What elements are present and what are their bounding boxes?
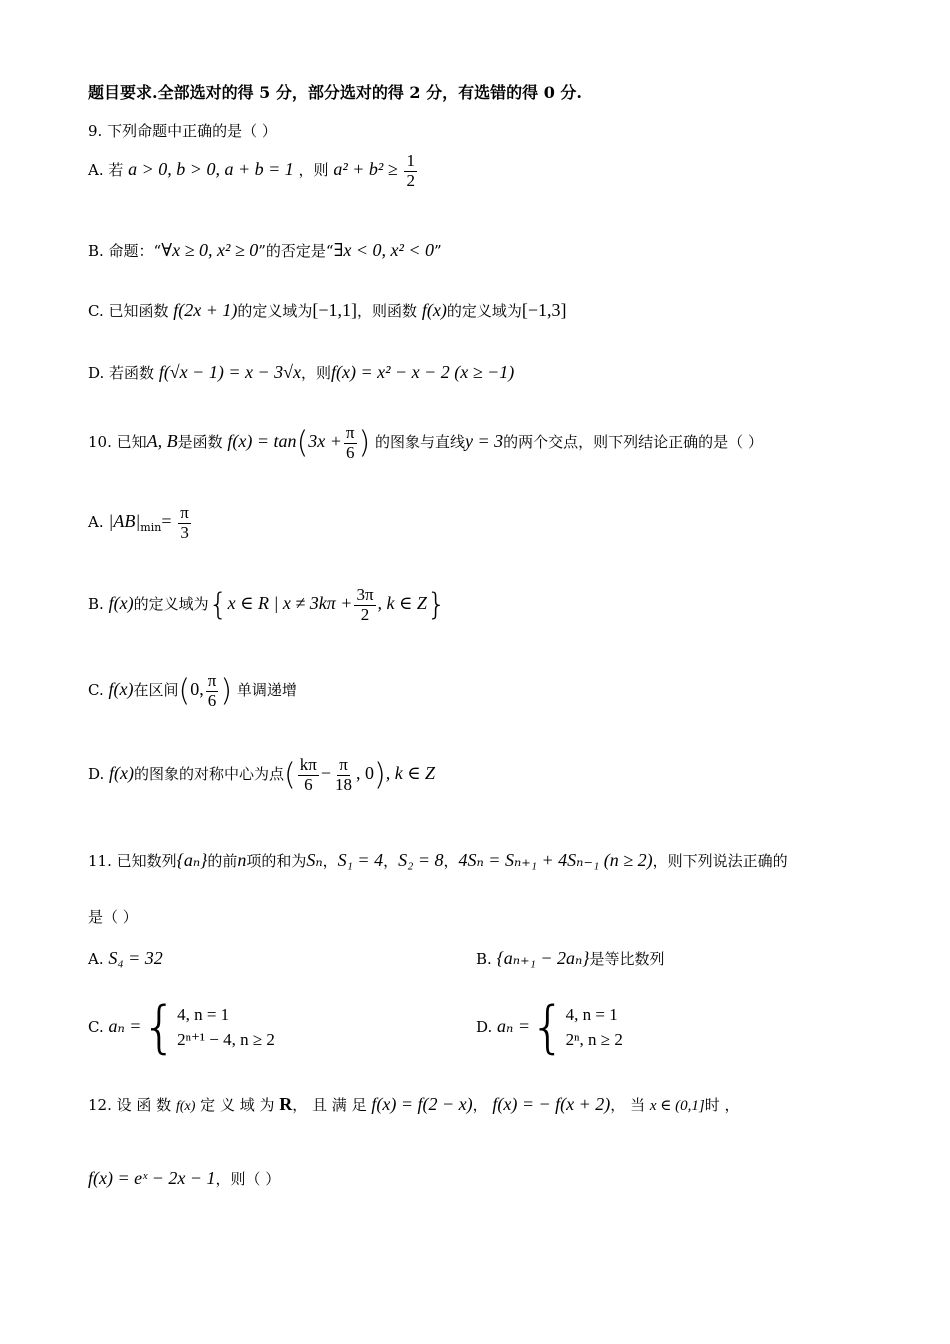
option-label: D. bbox=[88, 765, 105, 784]
math-expr: a² + b² ≥ bbox=[333, 159, 398, 180]
math-expr: aₙ = bbox=[497, 1016, 530, 1036]
text: 的图象的对称中心为点 bbox=[134, 765, 285, 784]
text: 的定义域为 bbox=[446, 302, 522, 320]
text: ， 且 满 足 bbox=[292, 1096, 367, 1114]
q11-option-a bbox=[88, 948, 163, 969]
text: 是等比数列 bbox=[589, 950, 665, 968]
section-header: 题目要求.全部选对的得 5 分，部分选对的得 2 分，有选错的得 0 分. bbox=[88, 83, 582, 102]
numerator: kπ bbox=[299, 755, 317, 774]
math-expr: f(x) bbox=[108, 593, 134, 614]
fraction bbox=[298, 756, 319, 794]
text: 11. 已知数列 bbox=[88, 852, 177, 870]
text: 的前 bbox=[207, 852, 238, 870]
paren-open: ( bbox=[284, 757, 296, 793]
math-expr: 4Sₙ = Sₙ₊₁ + 4Sₙ₋₁ (n ≥ 2) bbox=[458, 850, 653, 870]
text: 是函数 bbox=[177, 433, 223, 452]
paren-open: ( bbox=[296, 425, 309, 461]
math-expr: R bbox=[279, 1094, 293, 1114]
piecewise bbox=[566, 1003, 623, 1052]
text: 的图象与直线 bbox=[375, 433, 466, 452]
fraction bbox=[344, 424, 357, 462]
q12-stem-cont bbox=[88, 1168, 280, 1189]
numerator: π bbox=[345, 423, 355, 442]
option-label: D. 若函数 bbox=[88, 364, 155, 382]
denominator: 6 bbox=[207, 690, 217, 710]
q11-option-b bbox=[476, 948, 665, 969]
math-expr: x ∈ R | x ≠ 3kπ + bbox=[227, 593, 353, 614]
text: 时 ， bbox=[704, 1096, 740, 1114]
q10-option-d bbox=[88, 756, 435, 794]
text: ” bbox=[434, 242, 442, 260]
math-expr: = bbox=[161, 511, 172, 532]
brace-close: } bbox=[426, 587, 446, 623]
math-expr: S₄ = 32 bbox=[108, 948, 163, 968]
text: ，则 bbox=[300, 364, 331, 382]
subscript: min bbox=[140, 521, 162, 535]
math-expr: [−1,1] bbox=[312, 300, 358, 320]
math-expr: A, B bbox=[146, 431, 178, 452]
math-expr: {aₙ} bbox=[176, 850, 208, 870]
text: ，则下列说法正确的 bbox=[652, 852, 788, 870]
text: ， bbox=[443, 852, 459, 870]
numerator: 1 bbox=[406, 151, 415, 170]
math-expr: 3x + bbox=[308, 431, 342, 452]
q9-option-c bbox=[88, 300, 566, 321]
math-expr: f(x) bbox=[421, 300, 447, 320]
text: 10. 已知 bbox=[88, 433, 147, 452]
q9-option-d bbox=[88, 362, 514, 383]
q11-stem bbox=[88, 850, 788, 871]
fraction bbox=[404, 152, 417, 190]
math-expr: f(x) bbox=[175, 1099, 196, 1114]
numerator: π bbox=[339, 755, 348, 774]
math-expr: f(x) = eˣ − 2x − 1 bbox=[88, 1168, 216, 1188]
q11-option-c bbox=[88, 995, 275, 1060]
denominator: 3 bbox=[180, 522, 189, 542]
math-expr: , k ∈ Z bbox=[385, 763, 436, 784]
math-expr: n bbox=[237, 850, 247, 870]
math-expr: f(x) = f(2 − x) bbox=[371, 1094, 473, 1114]
option-label: B. bbox=[476, 950, 492, 968]
text: ， 当 bbox=[610, 1096, 646, 1114]
text: 的定义域为 bbox=[237, 302, 313, 320]
math-expr: y = 3 bbox=[465, 431, 504, 452]
denominator: 18 bbox=[335, 774, 353, 794]
math-expr: f(x) bbox=[109, 763, 135, 784]
q10-option-a bbox=[88, 504, 193, 542]
brace-open: { bbox=[208, 587, 228, 623]
math-expr: f(2x + 1) bbox=[173, 300, 238, 320]
fraction bbox=[178, 504, 191, 542]
paren-close: ) bbox=[374, 757, 386, 793]
q11-stem-cont: 是（ ） bbox=[88, 908, 138, 926]
q10-option-b bbox=[88, 586, 446, 624]
paren-close: ) bbox=[358, 425, 371, 461]
math-expr: , 0 bbox=[356, 763, 375, 784]
denominator: 6 bbox=[345, 442, 355, 462]
text: ，则（ ） bbox=[215, 1170, 281, 1188]
q10-option-c bbox=[88, 672, 297, 710]
case-row: 4, n = 1 bbox=[177, 1005, 230, 1025]
piecewise bbox=[177, 1003, 275, 1052]
option-label: A. bbox=[88, 950, 104, 968]
text: 单调递增 bbox=[236, 681, 297, 700]
brace-open: { bbox=[530, 995, 566, 1060]
math-expr: f(x) bbox=[108, 679, 134, 700]
math-expr: f(x) = tan bbox=[227, 431, 297, 452]
math-expr: f(√x − 1) = x − 3√x bbox=[158, 362, 301, 382]
q11-option-d bbox=[476, 995, 623, 1060]
case-row: 2ⁿ, n ≥ 2 bbox=[565, 1030, 623, 1049]
text: ，则函数 bbox=[357, 302, 418, 320]
option-label: B. bbox=[88, 595, 104, 614]
numerator: 3π bbox=[356, 585, 374, 604]
text: 的两个交点，则下列结论正确的是（ ） bbox=[503, 433, 763, 452]
math-expr: |AB| bbox=[108, 511, 141, 532]
denominator: 2 bbox=[360, 604, 370, 624]
numerator: π bbox=[207, 671, 217, 690]
q9-option-a bbox=[88, 152, 419, 190]
paren-close: ) bbox=[220, 673, 233, 709]
text: 的定义域为 bbox=[133, 595, 209, 614]
text: 定 义 域 为 bbox=[200, 1096, 275, 1114]
math-expr: − bbox=[320, 763, 332, 784]
case-row: 2ⁿ⁺¹ − 4, n ≥ 2 bbox=[177, 1030, 275, 1049]
fraction bbox=[333, 756, 354, 794]
fraction bbox=[354, 586, 375, 624]
q9-stem: 9. 下列命题中正确的是（ ） bbox=[88, 122, 277, 140]
math-expr: Sₙ bbox=[306, 850, 323, 870]
option-label: C. 已知函数 bbox=[88, 302, 169, 320]
denominator: 2 bbox=[406, 170, 415, 190]
fraction bbox=[206, 672, 219, 710]
text: 项的和为 bbox=[246, 852, 307, 870]
math-expr: , k ∈ Z bbox=[377, 593, 427, 614]
text: ， bbox=[383, 852, 399, 870]
math-expr: {aₙ₊₁ − 2aₙ} bbox=[496, 948, 590, 968]
numerator: π bbox=[180, 503, 189, 522]
option-label: C. bbox=[88, 1018, 104, 1036]
case-row: 4, n = 1 bbox=[565, 1005, 618, 1025]
math-expr: ∃x < 0, x² < 0 bbox=[333, 240, 435, 260]
option-label: B. 命题：“ bbox=[88, 242, 162, 260]
math-expr: 0, bbox=[190, 679, 204, 700]
option-label: A. 若 bbox=[88, 161, 124, 180]
text: 在区间 bbox=[133, 681, 179, 700]
math-expr: x ∈ (0,1] bbox=[649, 1098, 705, 1114]
text: 12. 设 函 数 bbox=[88, 1096, 172, 1114]
math-expr: f(x) = x² − x − 2 (x ≥ −1) bbox=[330, 362, 515, 382]
paren-open: ( bbox=[178, 673, 191, 709]
brace-open: { bbox=[141, 995, 178, 1060]
q10-stem bbox=[88, 424, 763, 462]
option-label: D. bbox=[476, 1018, 493, 1036]
option-label: C. bbox=[88, 681, 104, 700]
math-expr: [−1,3] bbox=[521, 300, 567, 320]
math-expr: a > 0, b > 0, a + b = 1 bbox=[128, 159, 294, 180]
option-label: A. bbox=[88, 513, 104, 532]
text: ， bbox=[322, 852, 338, 870]
math-expr: f(x) = − f(x + 2) bbox=[492, 1094, 611, 1114]
denominator: 6 bbox=[304, 774, 313, 794]
q9-option-b bbox=[88, 240, 442, 261]
text: ”的否定是“ bbox=[258, 242, 334, 260]
q12-stem: 12. 设 函 数 f(x) 定 义 域 为 R， 且 满 足 f(x) = f(2 − x)， f(x) = − f(x + 2)， 当 x ∈ (0,1]时 ， bbox=[88, 1094, 740, 1114]
math-expr: ∀x ≥ 0, x² ≥ 0 bbox=[161, 240, 259, 260]
math-expr: S₂ = 8 bbox=[398, 850, 444, 870]
text: ，则 bbox=[298, 161, 329, 180]
math-expr: S₁ = 4 bbox=[337, 850, 384, 870]
math-expr: aₙ = bbox=[108, 1016, 142, 1036]
